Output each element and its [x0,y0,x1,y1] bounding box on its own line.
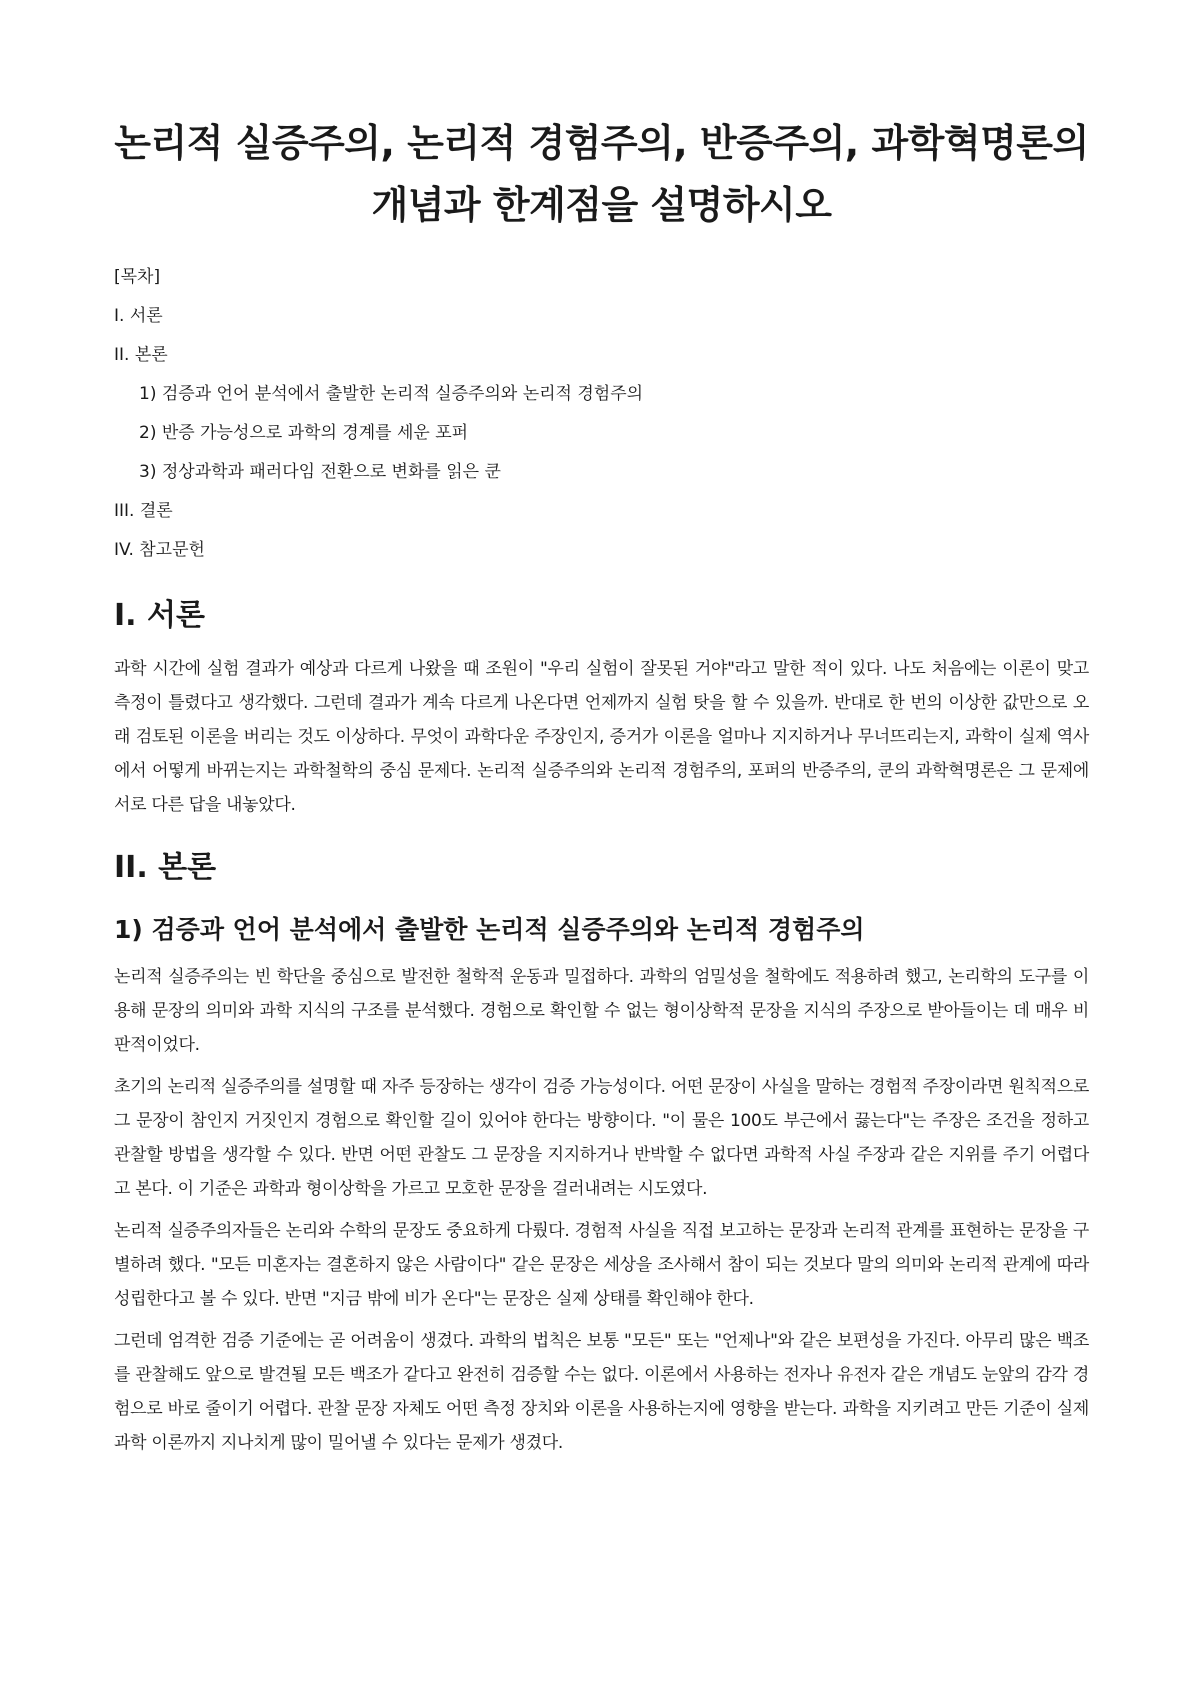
toc-heading: [목차] [114,267,161,287]
body-sub1-heading: 1) 검증과 언어 분석에서 출발한 논리적 실증주의와 논리적 경험주의 [114,915,865,944]
toc-item-body-2: 2) 반증 가능성으로 과학의 경계를 세운 포퍼 [139,423,469,443]
table-of-contents [114,258,1089,570]
toc-item-body: II. 본론 [114,345,168,365]
toc-item-references: IV. 참고문헌 [114,540,205,560]
toc-item-intro: I. 서론 [114,306,163,326]
toc-item-conclusion: III. 결론 [114,501,173,521]
body-sub1-paragraph: 초기의 논리적 실증주의를 설명할 때 자주 등장하는 생각이 검증 가능성이다. 어떤 문장이 사실을 말하는 경험적 주장이라면 원칙적으로 그 문장이 참인지 거짓인지 경험으로 확인할 길이 있어야 한다는 방향이다. "이 물은 100도 부근에서 끓는다"는 주장은 조건을 정하고 관찰할 방법을 생각할 수 있다. 반면 어떤 관찰도 그 문장을 지지하거나 반박할 수 없다면 과학적 사실 주장과 같은 지위를 주기 어렵다고 본다. 이 기준은 과학과 형이상학을 가르고 모호한 문장을 걸러내려는 시도였다. [114,1077,1089,1199]
toc-item-body-1: 1) 검증과 언어 분석에서 출발한 논리적 실증주의와 논리적 경험주의 [139,384,644,404]
intro-paragraph: 과학 시간에 실험 결과가 예상과 다르게 나왔을 때 조원이 "우리 실험이 잘못된 거야"라고 말한 적이 있다. 나도 처음에는 이론이 맞고 측정이 틀렸다고 생각했다. 그런데 결과가 계속 다르게 나온다면 언제까지 실험 탓을 할 수 있을까. 반대로 한 번의 이상한 값만으로 오래 검토된 이론을 버리는 것도 이상하다. 무엇이 과학다운 주장인지, 증거가 이론을 얼마나 지지하거나 무너뜨리는지, 과학이 실제 역사에서 어떻게 바뀌는지는 과학철학의 중심 문제다. 논리적 실증주의와 논리적 경험주의, 포퍼의 반증주의, 쿤의 과학혁명론은 그 문제에 서로 다른 답을 내놓았다. [114,659,1089,815]
toc-item-body-3: 3) 정상과학과 패러다임 전환으로 변화를 읽은 쿤 [139,462,501,482]
page-title: 논리적 실증주의, 논리적 경험주의, 반증주의, 과학혁명론의 개념과 한계점을 설명하시오 [114,121,1089,227]
intro-heading: I. 서론 [114,598,205,633]
body-sub1-paragraph: 그런데 엄격한 검증 기준에는 곧 어려움이 생겼다. 과학의 법칙은 보통 "모든" 또는 "언제나"와 같은 보편성을 가진다. 아무리 많은 백조를 관찰해도 앞으로 발견될 모든 백조가 같다고 완전히 검증할 수는 없다. 이론에서 사용하는 전자나 유전자 같은 개념도 눈앞의 감각 경험으로 바로 줄이기 어렵다. 관찰 문장 자체도 어떤 측정 장치와 이론을 사용하는지에 영향을 받는다. 과학을 지키려고 만든 기준이 실제 과학 이론까지 지나치게 많이 밀어낼 수 있다는 문제가 생겼다. [114,1331,1089,1453]
body-sub1-paragraph: 논리적 실증주의자들은 논리와 수학의 문장도 중요하게 다뤘다. 경험적 사실을 직접 보고하는 문장과 논리적 관계를 표현하는 문장을 구별하려 했다. "모든 미혼자는 결혼하지 않은 사람이다" 같은 문장은 세상을 조사해서 참이 되는 것보다 말의 의미와 논리적 관계에 따라 성립한다고 볼 수 있다. 반면 "지금 밖에 비가 온다"는 문장은 실제 상태를 확인해야 한다. [114,1221,1089,1309]
body-heading: II. 본론 [114,850,217,885]
body-sub1-paragraph: 논리적 실증주의는 빈 학단을 중심으로 발전한 철학적 운동과 밀접하다. 과학의 엄밀성을 철학에도 적용하려 했고, 논리학의 도구를 이용해 문장의 의미와 과학 지식의 구조를 분석했다. 경험으로 확인할 수 없는 형이상학적 문장을 지식의 주장으로 받아들이는 데 매우 비판적이었다. [114,967,1089,1055]
